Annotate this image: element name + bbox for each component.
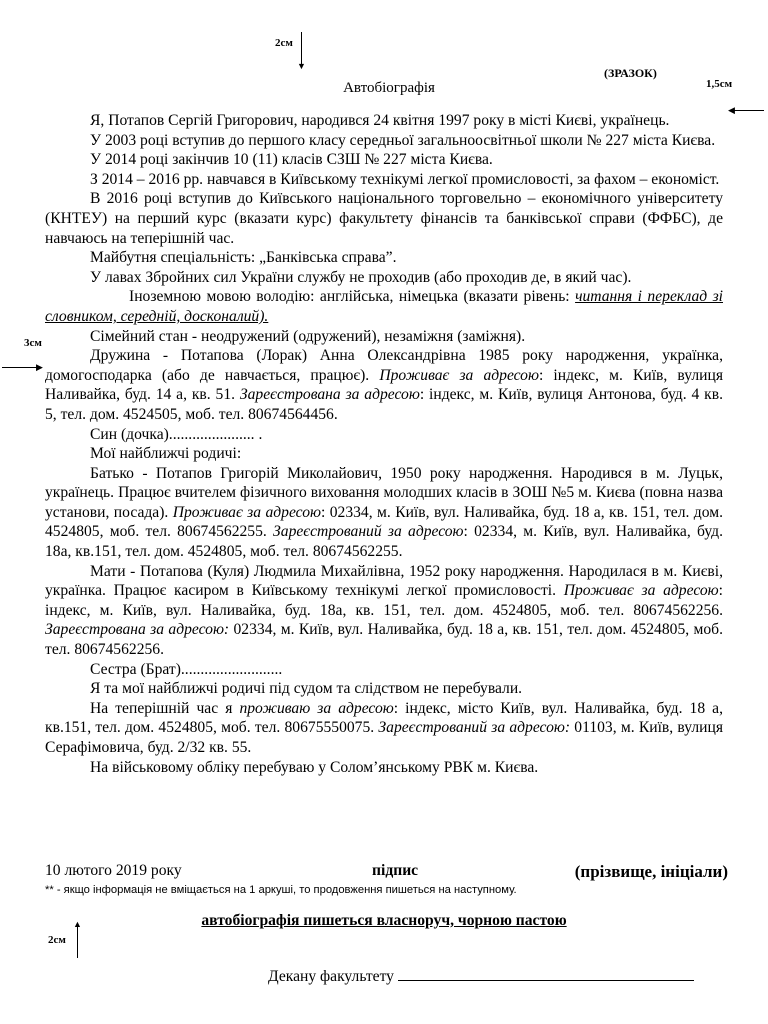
paragraph-wife — [45, 346, 723, 424]
wife-registration: : індекс, м. Київ, вулиця Антонова, буд. 4 кв. 5, тел. дом. 4524505, моб. тел. 80674564456. — [45, 386, 723, 423]
handwritten-instruction: автобіографія пишеться власноруч, чорною пастою — [201, 912, 567, 929]
current-residence-label: проживаю за адресою — [239, 699, 394, 717]
margin-bottom-arrowhead: ▲ — [73, 919, 82, 929]
signature-sign: підпис — [372, 862, 419, 879]
paragraph-criminal-record: Я та мої найближчі родичі під судом та слідством не перебували. — [90, 680, 523, 698]
wife-registration-label: Зареєстрована за адресою — [239, 386, 420, 404]
wife-residence: : індекс, м. Київ, вулиця Наливайка, буд. 14 а, кв. 51. — [45, 366, 723, 404]
current-residence: : індекс, місто Київ, вул. Наливайка, буд. 18 а, кв.151, тел. дом. 4524805, моб. тел. 80675550075. — [45, 699, 723, 737]
paragraph-mother — [45, 562, 723, 660]
paragraph-school-entry: У 2003 році вступив до першого класу середньої загальноосвітньої школи № 227 міста Києва. — [90, 131, 716, 149]
current-address-intro: На теперішній час я — [90, 699, 240, 717]
paragraph-specialty: Майбутня спеціальність: „Банківська справа”. — [90, 249, 397, 267]
margin-left-arrow — [2, 367, 38, 368]
footnote: ** - якщо інформація не вміщається на 1 аркуші, то продовження пишеться на наступному. — [45, 884, 517, 896]
paragraph-sibling: Сестра (Брат).......................... — [90, 660, 283, 678]
margin-bottom-label: 2см — [48, 934, 66, 946]
signature-line — [45, 862, 728, 884]
sample-label: (ЗРАЗОК) — [604, 66, 657, 80]
father-info: Батько - Потапов Григорій Миколайович, 1950 року народження. Народився в м. Луцьк, українець. Працює вчителем фізичного виховання молодших класів в ЗОШ №5 м. Києва (повна назва установи, посада). — [45, 464, 723, 521]
mother-registration: 02334, м. Київ, вул. Наливайка, буд. 18 а, кв. 151, тел. дом. 4524805, моб. тел. 80674562256. — [45, 621, 723, 659]
father-registration-label: Зареєстрований за адресою — [273, 523, 464, 541]
mother-registration-label: Зареєстрована за адресою: — [45, 621, 230, 639]
wife-residence-label: Проживає за адресою — [379, 366, 539, 384]
paragraph-birth: Я, Потапов Сергій Григорович, народився 24 квітня 1997 року в місті Києві, українець. — [90, 112, 670, 129]
father-registration: : 02334, м. Київ, вул. Наливайка, буд. 18а, кв.151, тел. дом. 4524805, моб. тел. 80674562255. — [45, 523, 723, 561]
paragraph-languages — [45, 287, 723, 326]
languages-level-options: читання і переклад зі словником, середній, досконалий). — [45, 288, 723, 325]
margin-bottom-arrow — [77, 924, 78, 958]
paragraph-current-address — [45, 699, 723, 758]
signature-name: (прізвище, ініціали) — [574, 862, 728, 881]
signature-date: 10 лютого 2019 року — [45, 862, 182, 879]
margin-left-arrowhead: ▶ — [36, 362, 43, 372]
paragraph-marital-status: Сімейний стан - неодружений (одружений), незаміжня (заміжня). — [90, 327, 526, 345]
margin-right-label: 1,5см — [706, 78, 733, 90]
father-residence: : 02334, м. Київ, вул. Наливайка, буд. 18 а, кв. 151, тел. дом. 4524805, моб. тел. 80674562255. — [45, 503, 723, 541]
margin-right-arrowhead: ◀ — [728, 105, 735, 115]
margin-top-label: 2см — [275, 37, 293, 49]
mother-residence-label: Проживає за адресою — [563, 582, 719, 600]
dean-addressee — [268, 966, 694, 986]
paragraph-school-finish: У 2014 році закінчив 10 (11) класів СЗШ № 227 міста Києва. — [90, 151, 493, 169]
languages-text: Іноземною мовою володію: англійська, німецька (вказати рівень: — [129, 288, 576, 306]
document-title: Автобіографія — [343, 80, 435, 96]
mother-residence: : індекс, м. Київ, вул. Наливайка, буд. 18а, кв. 151, тел. дом. 4524805, моб. тел. 80674562256. — [45, 582, 723, 619]
father-residence-label: Проживає за адресою — [172, 503, 321, 521]
paragraph-university: В 2016 році вступив до Київського національного торговельно – економічного університету (КНТЕУ) на перший курс (вказати курс) факультету фінансів та банківської справи (ФФБС), де навчаюсь на теперішній час. — [45, 190, 723, 247]
mother-info: Мати - Потапова (Куля) Людмила Михайлівна, 1952 року народження. Народилася в м. Києві, українка. Працює касиром в Київському технікумі легкої промисловості. — [45, 562, 723, 600]
paragraph-relatives-heading: Мої найближчі родичі: — [90, 445, 242, 463]
wife-info: Дружина - Потапова (Лорак) Анна Олександрівна 1985 року народження, українка, домогосподарка (або де навчається, працює). — [45, 347, 723, 384]
paragraph-children: Син (дочка)...................... . — [90, 425, 263, 443]
dean-name-blank — [398, 966, 694, 981]
paragraph-military-service: У лавах Збройних сил України службу не проходив (або проходив де, в який час). — [90, 268, 632, 286]
dean-label: Декану факультету — [268, 968, 394, 985]
current-registration: 01103, м. Київ, вулиця Серафімовича, буд. 2/32 кв. 55. — [45, 719, 723, 756]
paragraph-military-registration: На військовому обліку перебуваю у Солом’янському РВК м. Києва. — [90, 758, 539, 776]
paragraph-father — [45, 464, 723, 562]
current-registration-label: Зареєстрований за адресою: — [378, 719, 571, 737]
document-body — [45, 111, 723, 777]
margin-top-arrowhead: ▼ — [297, 61, 306, 71]
margin-left-label: 3см — [24, 337, 42, 349]
paragraph-technical-college: З 2014 – 2016 рр. навчався в Київському технікумі легкої промисловості, за фахом – економіст. — [90, 170, 720, 188]
margin-right-arrow — [734, 110, 764, 111]
